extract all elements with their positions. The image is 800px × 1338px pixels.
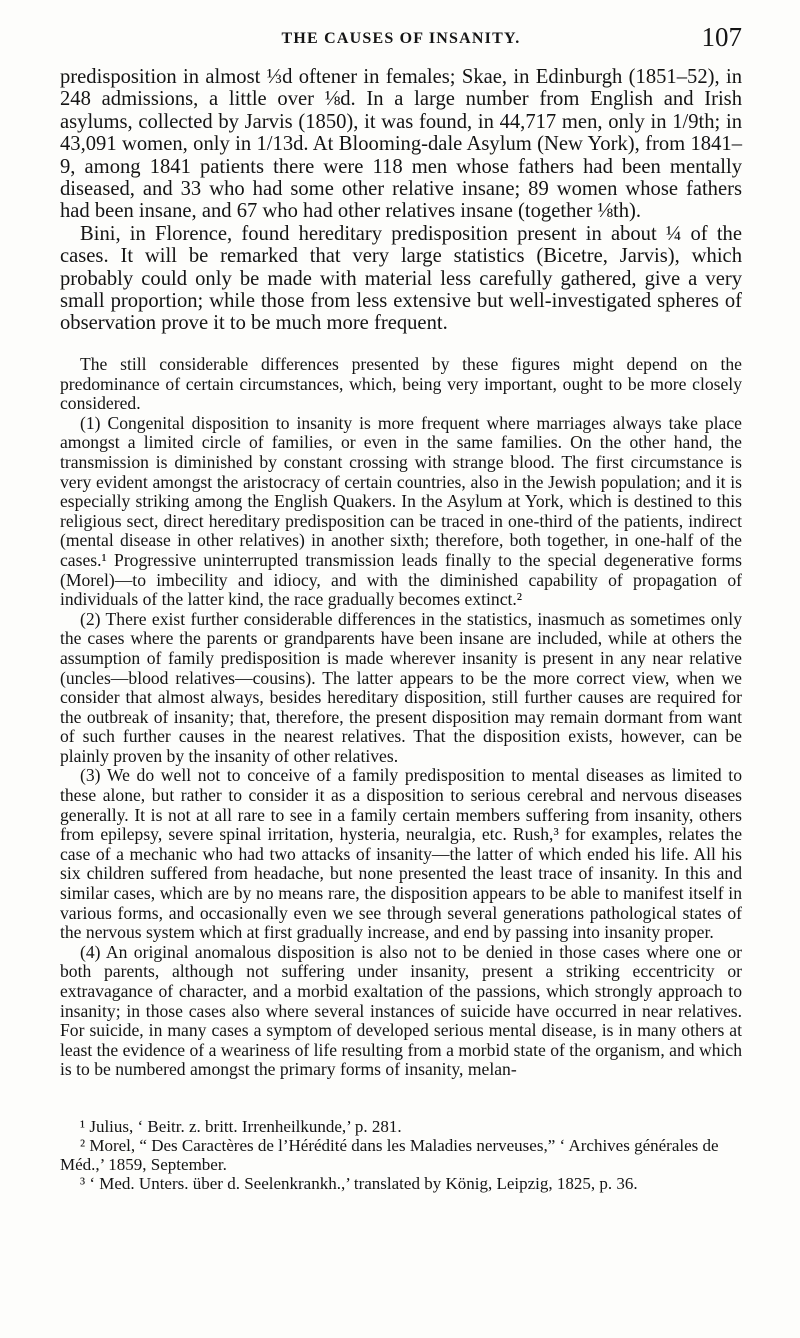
footnote: ² Morel, “ Des Caractères de l’Hérédité dans les Maladies nerveuses,” ‘ Archives générales de Méd.,’ 1859, September. <box>60 1136 719 1174</box>
page-header <box>60 20 742 60</box>
small-paragraph: (4) An original anomalous disposition is also not to be denied in those cases where one or both parents, although not suffering under insanity, present a striking eccentricity or extravagance of character, and a morbid exaltation of the passions, which strongly approach to insanity; in those cases also where several instances of suicide have occurred in near relatives. For suicide, in many cases a symptom of developed serious mental disease, is in many others at least the evidence of a weariness of life resulting from a morbid state of the organism, and which is to be numbered amongst the primary forms of insanity, melan- <box>60 941 742 1080</box>
small-paragraph: (1) Congenital disposition to insanity is more frequent where marriages always take place amongst a limited circle of families, or even in the same families. On the other hand, the transmission is diminished by constant crossing with strange blood. The first circumstance is very evident amongst the aristocracy of certain countries, also in the Jewish population; and it is especially striking among the English Quakers. In the Asylum at York, which is destined to this religious sect, direct hereditary predisposition can be traced in one-third of the patients, indirect (mental disease in other relatives) in another sixth; therefore, both together, in one-half of the cases.¹ Progressive uninterrupted transmission leads finally to the special degenerative forms (Morel)—to imbecility and idiocy, and with the diminished capability of propagation of individuals of the latter kind, the race gradually becomes extinct.² <box>60 412 742 610</box>
small-paragraph: (3) We do well not to conceive of a family predisposition to mental diseases as limited to these alone, but rather to consider it as a disposition to serious cerebral and nervous diseases generally. It is not at all rare to see in a family certain members suffering from insanity, others from epilepsy, severe spinal irritation, hysteria, neuralgia, etc. Rush,³ for examples, relates the case of a mechanic who had two attacks of insanity—the latter of which ended his life. All his six children suffered from headache, but none presented the least trace of insanity. In this and similar cases, which are by no means rare, the disposition appears to be able to manifest itself in various forms, and occasionally even we see through several generations pathological states of the nervous system which at first gradually increase, and end by passing into insanity proper. <box>60 765 742 943</box>
running-head: THE CAUSES OF INSANITY. <box>281 30 521 47</box>
main-paragraph: Bini, in Florence, found hereditary predisposition present in about ¼ of the cases. It will be remarked that very large statistics (Bicetre, Jarvis), which probably could only be made with material less carefully gathered, give a very small proportion; while those from less extensive but well-investigated spheres of observation prove it to be much more frequent. <box>60 222 742 335</box>
small-paragraph: The still considerable differences presented by these figures might depend on the predominance of certain circumstances, which, being very important, ought to be more closely considered. <box>60 354 742 414</box>
small-print-text <box>60 355 742 1080</box>
main-paragraph: predisposition in almost ⅓d oftener in females; Skae, in Edinburgh (1851–52), in 248 admissions, a little over ⅛d. In a large number from English and Irish asylums, collected by Jarvis (1850), it was found, in 44,717 men, only in 1/9th; in 43,091 women, only in 1/13d. At Blooming-dale Asylum (New York), from 1841–9, among 1841 patients there were 118 men whose fathers had been mentally diseased, and 33 who had some other relative insane; 89 women whose fathers had been insane, and 67 who had other relatives insane (together ⅛th). <box>60 66 742 223</box>
footnotes <box>60 1117 742 1193</box>
footnote: ³ ‘ Med. Unters. über d. Seelenkrankh.,’ translated by König, Leipzig, 1825, p. 36. <box>80 1174 638 1193</box>
main-text <box>60 66 742 335</box>
page-number: 107 <box>701 22 742 52</box>
footnote: ¹ Julius, ‘ Beitr. z. britt. Irrenheilkunde,’ p. 281. <box>80 1117 402 1136</box>
small-paragraph: (2) There exist further considerable differences in the statistics, inasmuch as sometimes only the cases where the parents or grandparents have been insane are included, while at others the assumption of family predisposition is made wherever insanity is present in any near relative (uncles—blood relatives—cousins). The latter appears to be the more correct view, when we consider that almost always, besides hereditary disposition, still further causes are required for the outbreak of insanity; that, therefore, the present disposition may remain dormant from want of such further causes in the nearest relatives. That the disposition exists, however, can be plainly proven by the insanity of other relatives. <box>60 608 742 766</box>
